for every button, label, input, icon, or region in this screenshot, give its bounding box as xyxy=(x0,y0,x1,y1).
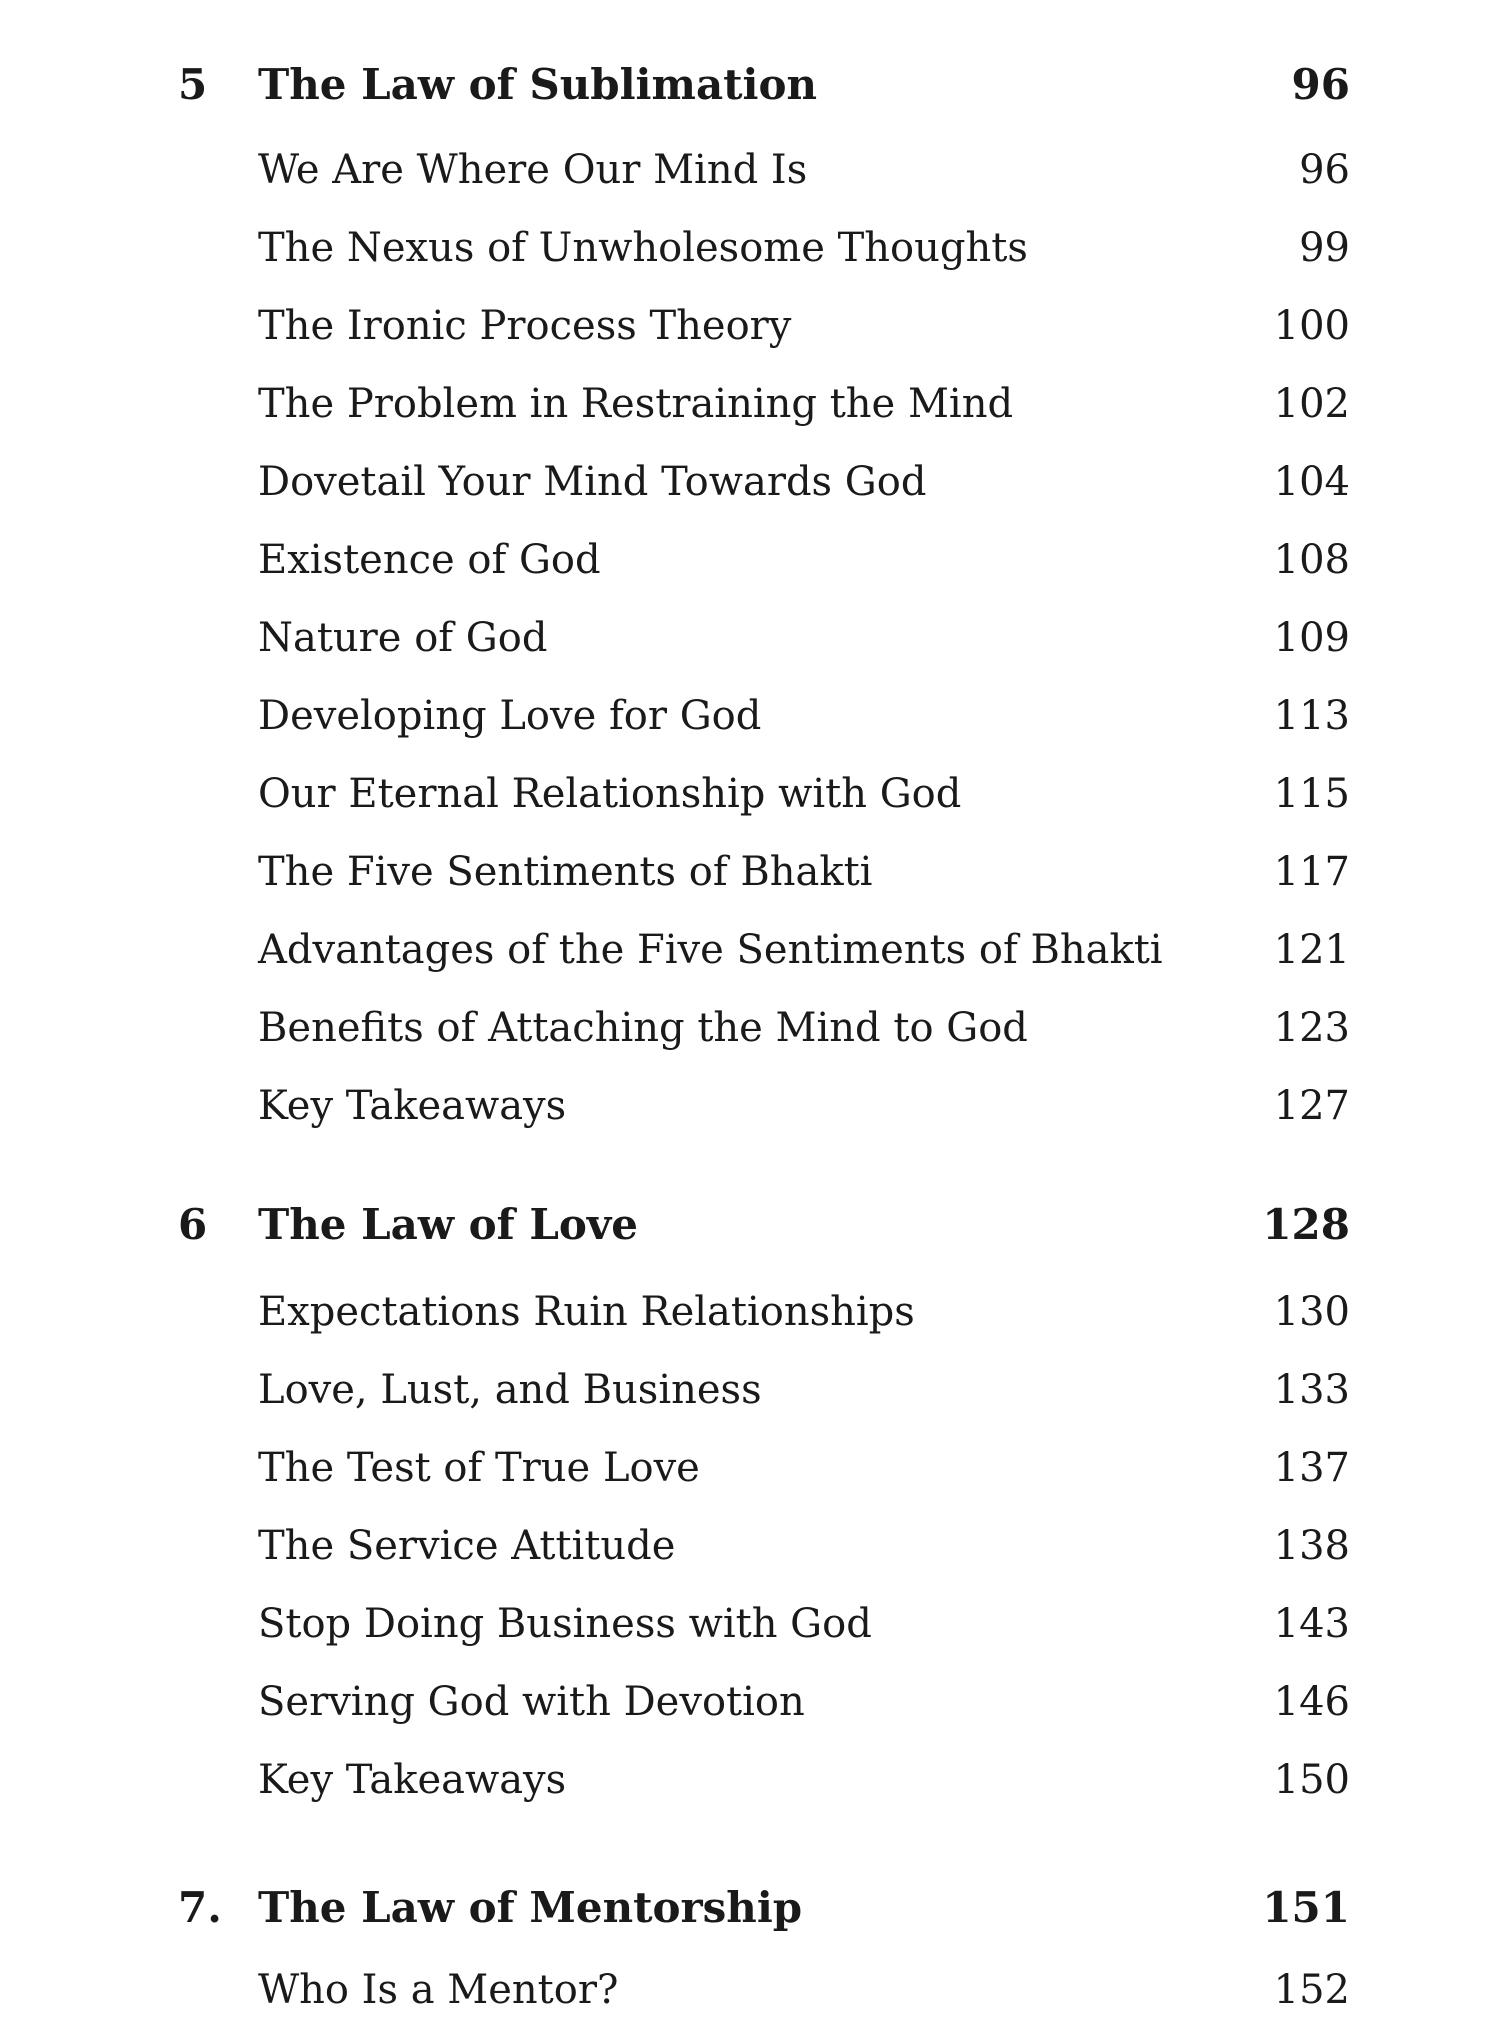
toc-entry xyxy=(0,1745,1500,1815)
entry-page-number: 109 xyxy=(1273,615,1350,661)
entry-title: The Test of True Love xyxy=(258,1445,700,1491)
entry-title: Key Takeaways xyxy=(258,1757,567,1803)
toc-entry xyxy=(0,1589,1500,1659)
entry-title: Our Eternal Relationship with God xyxy=(258,771,962,817)
entry-page-number: 115 xyxy=(1273,771,1350,817)
chapter-page-number: 96 xyxy=(1291,60,1350,109)
entry-title: Expectations Ruin Relationships xyxy=(258,1289,915,1335)
toc-entry xyxy=(0,603,1500,673)
toc-entry xyxy=(0,447,1500,517)
toc-entry xyxy=(0,1511,1500,1581)
toc-entry xyxy=(0,993,1500,1063)
entry-page-number: 113 xyxy=(1273,693,1350,739)
toc-entry xyxy=(0,681,1500,751)
toc-entry xyxy=(0,1955,1500,2025)
entry-page-number: 130 xyxy=(1273,1289,1350,1335)
chapter-number: 7. xyxy=(178,1883,222,1932)
entry-title: Benefits of Attaching the Mind to God xyxy=(258,1005,1028,1051)
entry-page-number: 146 xyxy=(1273,1679,1350,1725)
entry-title: We Are Where Our Mind Is xyxy=(258,147,808,193)
entry-page-number: 143 xyxy=(1273,1601,1350,1647)
toc-entry xyxy=(0,213,1500,283)
chapter-heading xyxy=(0,1873,1500,1943)
toc-entry xyxy=(0,759,1500,829)
toc-entry xyxy=(0,837,1500,907)
toc-entry xyxy=(0,1277,1500,1347)
toc-entry xyxy=(0,915,1500,985)
toc-entry xyxy=(0,1071,1500,1141)
chapter-title: The Law of Love xyxy=(258,1200,639,1249)
entry-page-number: 137 xyxy=(1273,1445,1350,1491)
chapter-title: The Law of Mentorship xyxy=(258,1883,803,1932)
chapter-heading xyxy=(0,50,1500,120)
entry-title: Who Is a Mentor? xyxy=(258,1967,619,2013)
entry-page-number: 102 xyxy=(1273,381,1350,427)
entry-title: Developing Love for God xyxy=(258,693,762,739)
chapter-title: The Law of Sublimation xyxy=(258,60,818,109)
entry-title: The Nexus of Unwholesome Thoughts xyxy=(258,225,1028,271)
chapter-number: 6 xyxy=(178,1200,208,1249)
entry-page-number: 100 xyxy=(1273,303,1350,349)
entry-page-number: 152 xyxy=(1273,1967,1350,2013)
toc-entry xyxy=(0,1433,1500,1503)
entry-title: The Five Sentiments of Bhakti xyxy=(258,849,873,895)
toc-entry xyxy=(0,291,1500,361)
entry-title: The Service Attitude xyxy=(258,1523,676,1569)
entry-page-number: 99 xyxy=(1299,225,1350,271)
entry-title: Stop Doing Business with God xyxy=(258,1601,872,1647)
entry-title: Existence of God xyxy=(258,537,601,583)
entry-page-number: 123 xyxy=(1273,1005,1350,1051)
entry-title: Love, Lust, and Business xyxy=(258,1367,762,1413)
chapter-heading xyxy=(0,1190,1500,1260)
entry-page-number: 138 xyxy=(1273,1523,1350,1569)
entry-title: Dovetail Your Mind Towards God xyxy=(258,459,927,505)
chapter-page-number: 128 xyxy=(1262,1200,1350,1249)
entry-page-number: 104 xyxy=(1273,459,1350,505)
toc-entry xyxy=(0,1667,1500,1737)
entry-page-number: 117 xyxy=(1273,849,1350,895)
entry-title: Advantages of the Five Sentiments of Bhakti xyxy=(258,927,1163,973)
chapter-page-number: 151 xyxy=(1262,1883,1350,1932)
entry-page-number: 108 xyxy=(1273,537,1350,583)
entry-title: The Problem in Restraining the Mind xyxy=(258,381,1014,427)
toc-entry xyxy=(0,135,1500,205)
entry-title: Nature of God xyxy=(258,615,548,661)
toc-entry xyxy=(0,525,1500,595)
entry-page-number: 96 xyxy=(1299,147,1350,193)
entry-title: The Ironic Process Theory xyxy=(258,303,792,349)
entry-page-number: 133 xyxy=(1273,1367,1350,1413)
entry-page-number: 121 xyxy=(1273,927,1350,973)
entry-page-number: 150 xyxy=(1273,1757,1350,1803)
toc-entry xyxy=(0,369,1500,439)
chapter-number: 5 xyxy=(178,60,208,109)
toc-entry xyxy=(0,1355,1500,1425)
entry-title: Key Takeaways xyxy=(258,1083,567,1129)
entry-page-number: 127 xyxy=(1273,1083,1350,1129)
entry-title: Serving God with Devotion xyxy=(258,1679,805,1725)
